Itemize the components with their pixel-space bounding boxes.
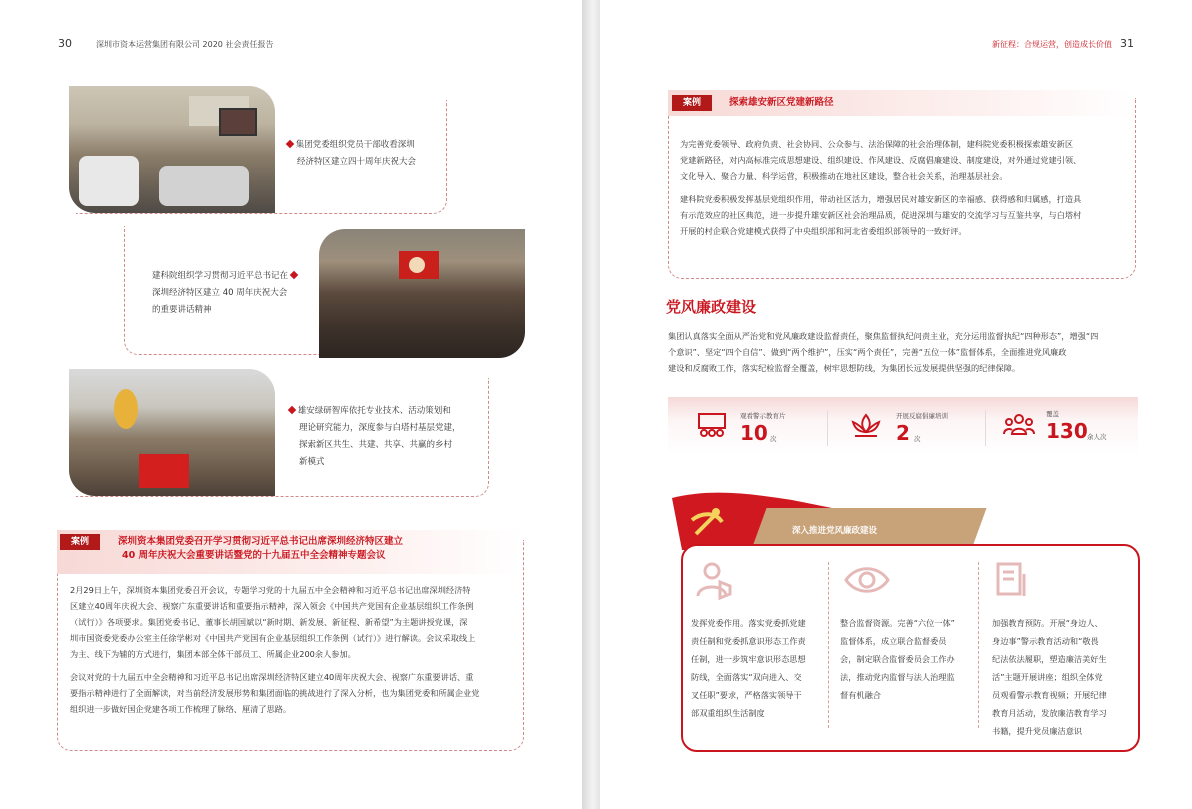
case-title: 探索雄安新区党建新路径 (729, 97, 834, 108)
section-title: 党风廉政建设 (666, 298, 757, 316)
section-paragraph (668, 328, 1138, 376)
body-line: 区建立40周年庆祝大会、视察广东重要讲话和重要指示精神，深入领会《中国共产党国有企业基层组织工作条例 (70, 601, 474, 611)
people-icon (1002, 412, 1036, 442)
divider (828, 562, 830, 728)
case-title (118, 535, 518, 563)
column-line: 责任制和党委抓意识形态工作责 (691, 636, 806, 646)
body-line: 2月29日上午，深圳资本集团党委召开会议，专题学习党的十九届五中全会精神和习近平总书记出席深圳经济特 (70, 585, 471, 595)
divider (827, 410, 828, 446)
stat-label: 观看警示教育片 (740, 412, 786, 420)
caption-line: 集团党委组织党员干部收看深圳 (295, 140, 415, 150)
body-line: 要指示精神进行了全面解读，对当前经济发展形势和集团面临的挑战进行了深入分析，也为集团党委和所属企业党 (70, 688, 480, 698)
stat-unit: 次 (770, 435, 777, 443)
column-line: 员观看警示教育视频；开展纪律 (992, 690, 1107, 700)
banner-label: 深入推进党风廉政建设 (792, 526, 878, 536)
document-icon (994, 560, 1034, 604)
column-line: 防线，全面落实“双向进入、交 (691, 672, 802, 682)
stat-value: 10 (740, 421, 768, 445)
stat-unit: 余人次 (1087, 433, 1107, 441)
column-line: 督有机融合 (840, 690, 881, 700)
case-body (680, 136, 1125, 239)
column-line: 教育月活动，发放廉洁教育学习 (992, 708, 1107, 718)
measure-column (691, 614, 821, 722)
body-line: （试行）》各项要求。集团党委书记、董事长胡国斌以“新时期、新发展、新征程、新希望”为主题讲授党课，深 (70, 617, 468, 627)
body-line: 为主、线下为辅的方式进行，集团本部全体干部员工、所属企业200余人参加。 (70, 649, 356, 659)
photo-auditorium (319, 229, 525, 358)
case-tag: 案例 (672, 95, 712, 111)
column-line: 部双重组织生活制度 (691, 708, 765, 718)
body-line: 集团认真落实全面从严治党和党风廉政建设监督责任，聚焦监督执纪问责主业，充分运用监督执纪“四种形态”，增强“四 (668, 331, 1099, 341)
caption-line: 理论研究能力，深度参与白塔村基层党建， (299, 423, 461, 433)
body-line: 为完善党委领导、政府负责、社会协同、公众参与、法治保障的社会治理体制，建科院党委积极探索雄安新区 (680, 139, 1074, 149)
measure-column (840, 614, 972, 704)
body-line: 个意识”、坚定“四个自信”、做到“两个维护”，压实“两个责任”，完善“五位一体”监督体系，全面推进党风廉政 (668, 347, 1067, 357)
case-tag: 案例 (60, 534, 100, 550)
caption-line: 深圳经济特区建立 40 周年庆祝大会 (152, 288, 288, 298)
column-line: 加强教育预防。开展“身边人、 (992, 618, 1103, 628)
case-title-line: 40 周年庆祝大会重要讲话暨党的十九届五中全会精神专题会议 (122, 550, 386, 561)
page-number: 30 (58, 37, 72, 50)
photo-meeting-room (69, 86, 275, 213)
diamond-bullet-icon (286, 140, 294, 148)
divider (978, 562, 980, 728)
stat-unit: 次 (914, 435, 921, 443)
column-line: 法，推动党内监督与法人治理监 (840, 672, 955, 682)
case-body (70, 582, 515, 717)
diamond-bullet-icon (288, 406, 296, 414)
body-line: 建设和反腐败工作，落实纪检监督全覆盖，树牢思想防线，为集团长远发展提供坚强的纪律保障。 (668, 363, 1021, 373)
column-line: 任制，进一步筑牢意识形态思想 (691, 654, 806, 664)
divider (985, 410, 986, 446)
body-line: 有示范效应的社区典范，进一步提升雄安新区社会治理品质，促进深圳与雄安的交流学习与互鉴共享，与白塔村 (680, 210, 1082, 220)
body-line: 组织进一步做好国企党建各项工作梳理了脉络、厘清了思路。 (70, 704, 292, 714)
photo-village-group (69, 369, 275, 496)
stat-value: 130 (1046, 419, 1088, 443)
running-header: 新征程：合规运营，创造成长价值 (992, 40, 1112, 49)
column-line: 监督体系，成立联合监督委员 (840, 636, 947, 646)
audience-icon (696, 412, 728, 442)
body-line: 建科院党委积极发挥基层党组织作用，带动社区活力，增强居民对雄安新区的幸福感、获得感和归属感，打造具 (680, 194, 1082, 204)
body-line: 会议对党的十九届五中全会精神和习近平总书记出席深圳经济特区建立40周年庆祝大会、视察广东重要讲话、重 (70, 672, 474, 682)
photo-caption (287, 137, 416, 171)
running-header: 深圳市资本运营集团有限公司 2020 社会责任报告 (96, 40, 274, 49)
caption-line: 雄安绿研智库依托专业技术、活动策划和 (297, 406, 451, 416)
body-line: 开展的村企联合党建模式获得了中央组织部和河北省委组织部领导的一致好评。 (680, 226, 967, 236)
page-number: 31 (1120, 37, 1134, 50)
caption-line: 新模式 (299, 457, 325, 467)
caption-line: 的重要讲话精神 (152, 305, 212, 315)
column-line: 发挥党委作用。落实党委抓党建 (691, 618, 806, 628)
person-shield-icon (694, 560, 734, 604)
diamond-bullet-icon (289, 271, 297, 279)
lotus-icon (849, 412, 883, 442)
body-line: 文化导入、聚合力量、科学运营，积极推动在地社区建设，整合社会关系，治理基层社会。 (680, 171, 1008, 181)
right-page (600, 0, 1192, 809)
column-line: 会，制定联合监督委员会工作办 (840, 654, 955, 664)
column-line: 整合监督资源。完善“六位一体” (840, 618, 955, 628)
body-line: 圳市国资委党委办公室主任徐学彬对《中国共产党国有企业基层组织工作条例（试行）》进行解读。会议采取线上 (70, 633, 476, 643)
body-line: 党建新路径，对内高标准完成思想建设、组织建设、作风建设、反腐倡廉建设、制度建设，对外通过党建引领、 (680, 155, 1082, 165)
caption-line: 经济特区建立四十周年庆祝大会 (297, 157, 417, 167)
stat-label: 覆盖 (1046, 410, 1059, 418)
column-line: 叉任职”要求，严格落实领导干 (691, 690, 802, 700)
column-line: 身边事”警示教育活动和“敬畏 (992, 636, 1099, 646)
measure-column (992, 614, 1128, 740)
left-page (0, 0, 582, 809)
column-line: 纪法依法履职，塑造廉洁美好生 (992, 654, 1107, 664)
photo-caption (152, 268, 297, 319)
case-title-line: 深圳资本集团党委召开学习贯彻习近平总书记出席深圳经济特区建立 (118, 536, 404, 547)
stat-label: 开展反腐倡廉培训 (896, 412, 948, 420)
caption-line: 建科院组织学习贯彻习近平总书记在 (152, 271, 289, 281)
caption-line: 探索新区共生、共建、共享、共赢的乡村 (299, 440, 453, 450)
column-line: 活”主题开展讲座；组织全体党 (992, 672, 1103, 682)
column-line: 书籍，提升党员廉洁意识 (992, 726, 1083, 736)
eye-icon (844, 563, 890, 601)
stat-value: 2 (896, 421, 910, 445)
photo-caption (289, 403, 461, 471)
page-gutter (582, 0, 600, 809)
